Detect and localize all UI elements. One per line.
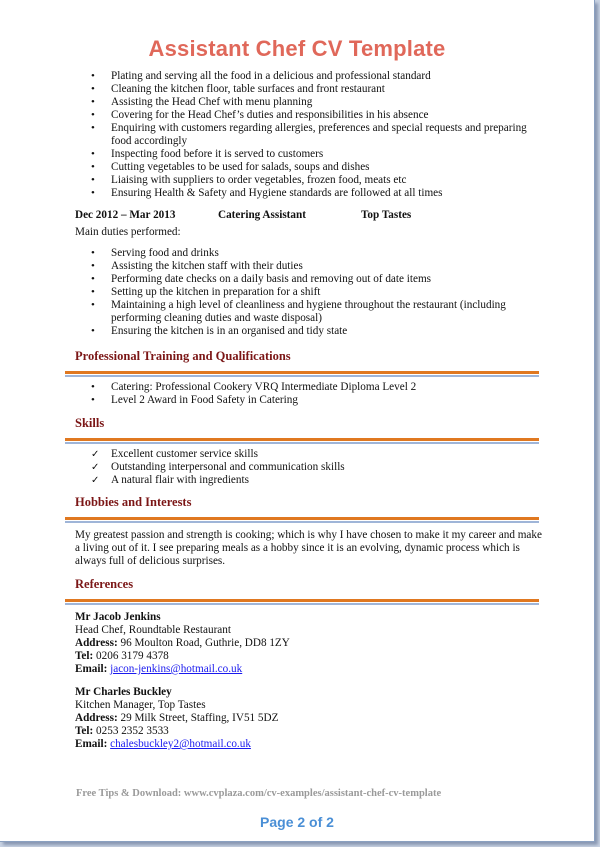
list-item: • Enquiring with customers regarding allergies, preferences and special requests and preparing food accordingly (75, 122, 545, 148)
skills-heading: Skills (75, 416, 105, 430)
section-divider (65, 438, 539, 444)
reference-position: Head Chef, Roundtable Restaurant (75, 624, 231, 636)
reference-1 (75, 611, 545, 676)
list-item: ✓ A natural flair with ingredients (75, 474, 545, 487)
list-item: • Assisting the Head Chef with menu planning (75, 96, 545, 109)
reference-email-link[interactable]: jacon-jenkins@hotmail.co.uk (110, 663, 243, 675)
list-item: • Cutting vegetables to be used for salads, soups and dishes (75, 161, 545, 174)
duties-label: Main duties performed: (75, 226, 181, 238)
list-item: • Level 2 Award in Food Safety in Catering (75, 394, 545, 407)
reference-name: Mr Jacob Jenkins (75, 611, 161, 623)
list-item: ✓ Excellent customer service skills (75, 448, 545, 461)
reference-name: Mr Charles Buckley (75, 686, 172, 698)
list-item: • Cleaning the kitchen floor, table surfaces and front restaurant (75, 83, 545, 96)
reference-position: Kitchen Manager, Top Tastes (75, 699, 206, 711)
list-item: • Liaising with suppliers to order vegetables, frozen food, meats etc (75, 174, 545, 187)
page-number: Page 2 of 2 (260, 814, 334, 830)
list-item: • Performing date checks on a daily basis and removing out of date items (75, 273, 545, 286)
job-header (75, 209, 545, 223)
reference-address: 96 Moulton Road, Guthrie, DD8 1ZY (120, 637, 290, 649)
training-heading: Professional Training and Qualifications (75, 349, 291, 363)
job-dates: Dec 2012 – Mar 2013 (75, 209, 176, 221)
skills-list (75, 448, 545, 487)
section-divider (65, 599, 539, 605)
job-role: Catering Assistant (218, 209, 306, 221)
reference-2 (75, 686, 545, 751)
tel-label: Tel: (75, 725, 94, 737)
cv-content (75, 70, 545, 751)
address-label: Address: (75, 637, 118, 649)
email-label: Email: (75, 663, 108, 675)
reference-address: 29 Milk Street, Staffing, IV51 5DZ (120, 712, 279, 724)
list-item: • Setting up the kitchen in preparation for a shift (75, 286, 545, 299)
duties-list-2 (75, 247, 545, 338)
section-divider (65, 371, 539, 377)
list-item: • Maintaining a high level of cleanliness and hygiene throughout the restaurant (including performing cleaning duties and waste disposal) (75, 299, 545, 325)
section-divider (65, 517, 539, 523)
list-item: • Assisting the kitchen staff with their duties (75, 260, 545, 273)
job-company: Top Tastes (361, 209, 412, 221)
list-item: • Catering: Professional Cookery VRQ Intermediate Diploma Level 2 (75, 381, 545, 394)
list-item: • Ensuring Health & Safety and Hygiene standards are followed at all times (75, 187, 545, 200)
reference-tel: 0253 2352 3533 (96, 725, 169, 737)
page-title: Assistant Chef CV Template (148, 36, 446, 61)
tel-label: Tel: (75, 650, 94, 662)
references-heading: References (75, 577, 134, 591)
hobbies-heading: Hobbies and Interests (75, 495, 192, 509)
list-item: • Serving food and drinks (75, 247, 545, 260)
address-label: Address: (75, 712, 118, 724)
hobbies-text: My greatest passion and strength is cooking; which is why I have chosen to make it my career and make a living out of it. I see preparing meals as a hobby since it is an evolving, dynamic process which is always full of delicious surprises. (75, 529, 542, 567)
reference-tel: 0206 3179 4378 (96, 650, 169, 662)
email-label: Email: (75, 738, 108, 750)
reference-email-link[interactable]: chalesbuckley2@hotmail.co.uk (110, 738, 251, 750)
list-item: ✓ Outstanding interpersonal and communication skills (75, 461, 545, 474)
list-item: • Plating and serving all the food in a delicious and professional standard (75, 70, 545, 83)
training-list (75, 381, 545, 407)
list-item: • Ensuring the kitchen is in an organised and tidy state (75, 325, 545, 338)
list-item: • Inspecting food before it is served to customers (75, 148, 545, 161)
footer-tips: Free Tips & Download: www.cvplaza.com/cv-examples/assistant-chef-cv-template (76, 788, 442, 799)
list-item: • Covering for the Head Chef’s duties and responsibilities in his absence (75, 109, 545, 122)
duties-list-1 (75, 70, 545, 200)
